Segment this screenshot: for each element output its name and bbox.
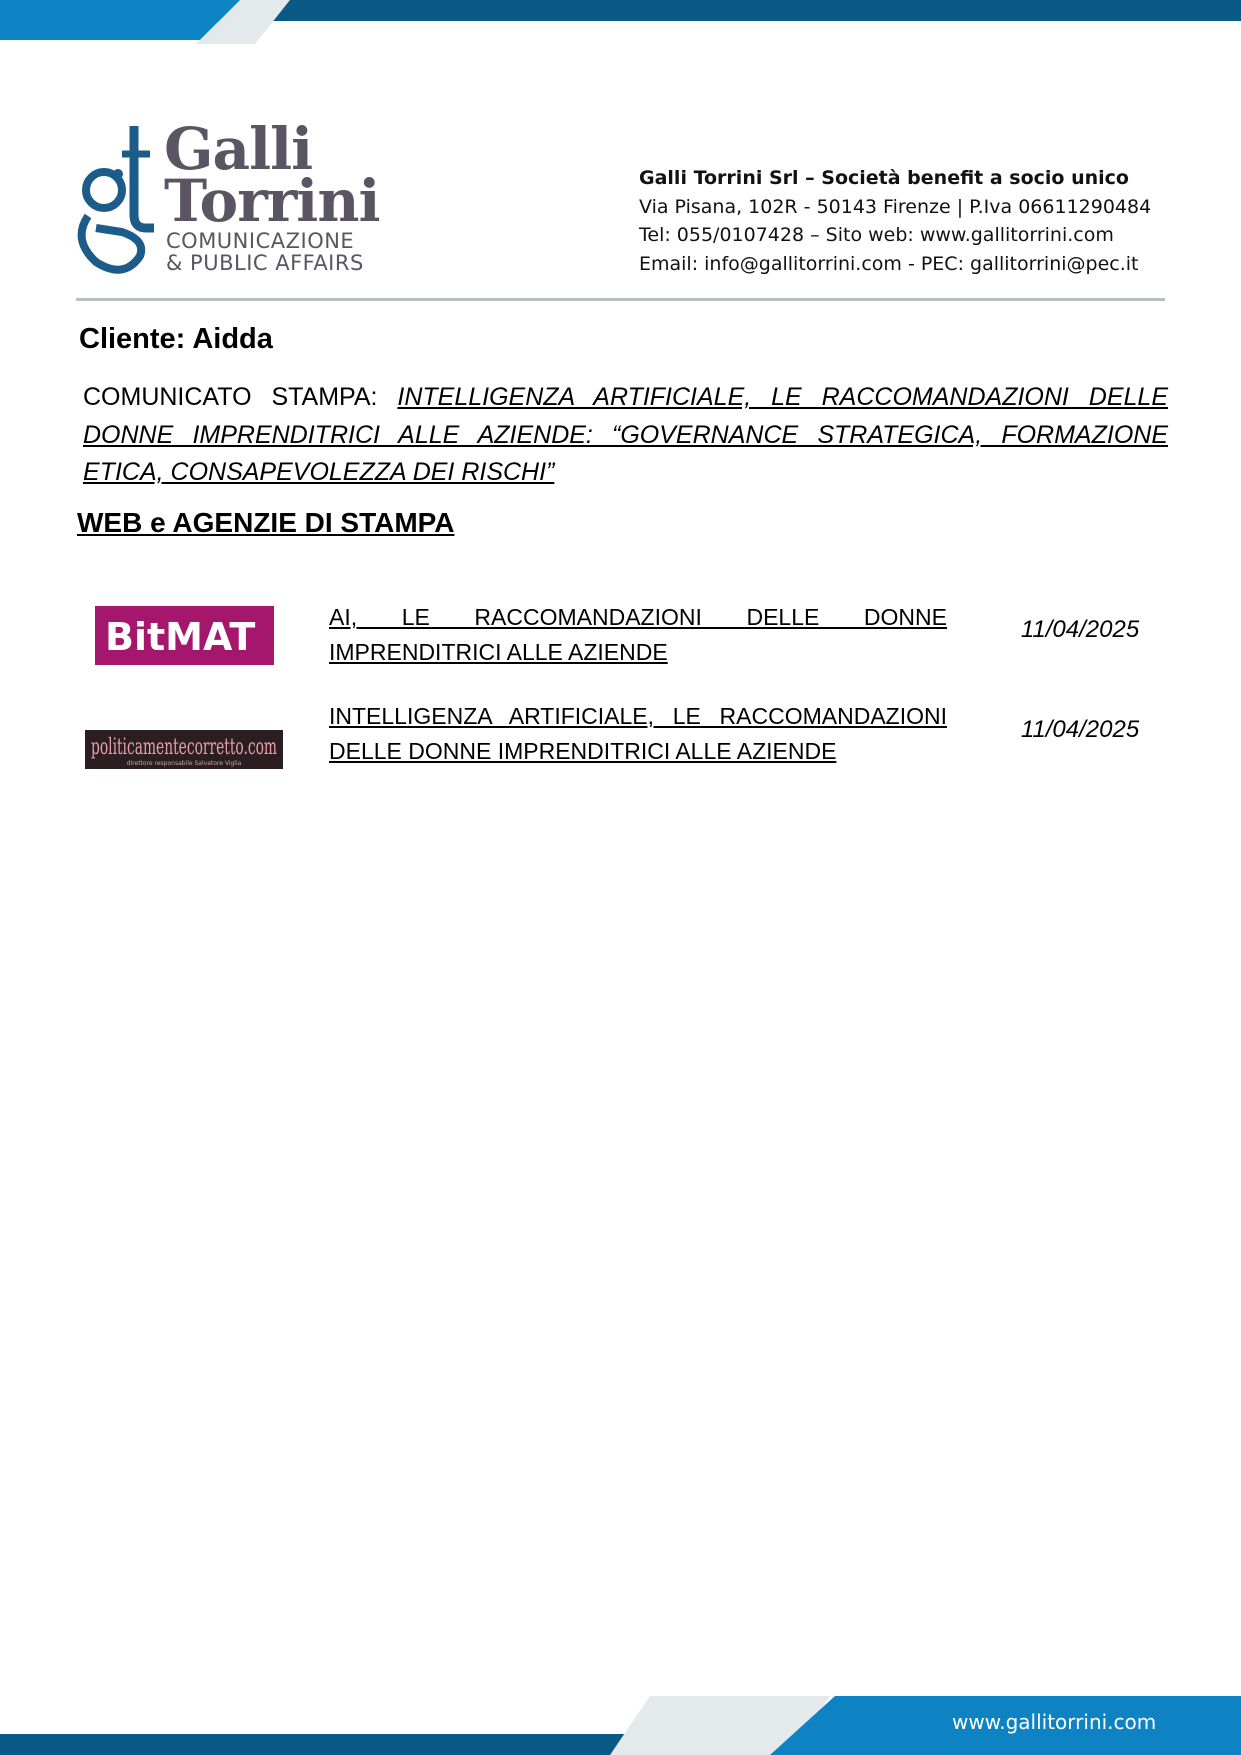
politicamentecorretto-logo-image <box>85 730 283 769</box>
company-contacts: Tel: 055/0107428 – Sito web: www.gallitorrini.com <box>639 224 1114 246</box>
logo-name-torrini: Torrini <box>164 167 380 235</box>
press-release-title[interactable]: INTELLIGENZA ARTIFICIALE, LE RACCOMANDAZIONI DELLE DONNE IMPRENDITRICI ALLE AZIENDE: “GOVERNANCE STRATEGICA, FORMAZIONE ETICA, CONSAPEVOLEZZA DEI RISCHI” <box>83 383 1168 486</box>
bitmat-logo-text: BitMAT <box>105 615 256 659</box>
client-heading: Cliente: Aidda <box>79 323 273 355</box>
footer-website-link[interactable]: www.gallitorrini.com <box>952 1710 1157 1734</box>
date-1: 11/04/2025 <box>1020 616 1140 643</box>
logo-subtitle-1: COMUNICAZIONE <box>166 229 355 253</box>
date-2: 11/04/2025 <box>1020 716 1140 743</box>
logo-subtitle-2: & PUBLIC AFFAIRS <box>166 251 364 275</box>
headline-link-2[interactable]: INTELLIGENZA ARTIFICIALE, LE RACCOMANDAZIONI DELLE DONNE IMPRENDITRICI ALLE AZIENDE <box>329 703 947 764</box>
politicamentecorretto-logo <box>85 730 283 769</box>
logo-name-galli: Galli <box>164 115 313 183</box>
company-logo <box>74 115 394 280</box>
section-title: WEB e AGENZIE DI STAMPA <box>77 507 455 538</box>
bitmat-logo <box>95 606 274 665</box>
top-decorative-band <box>0 0 1241 44</box>
company-address: Via Pisana, 102R - 50143 Firenze | P.Iva 06611290484 <box>639 195 1152 218</box>
company-name: Galli Torrini Srl – Società benefit a socio unico <box>639 167 1129 189</box>
politicamentecorretto-logo-text: politicamentecorretto.com <box>91 735 278 760</box>
company-email: Email: info@gallitorrini.com - PEC: gallitorrini@pec.it <box>639 252 1139 275</box>
company-info <box>639 164 1199 278</box>
header-divider <box>76 298 1165 301</box>
bitmat-logo-image <box>95 606 274 665</box>
headline-link-1[interactable]: AI, LE RACCOMANDAZIONI DELLE DONNE IMPRENDITRICI ALLE AZIENDE <box>329 604 947 665</box>
politicamentecorretto-logo-subtext: direttore responsabile Salvatore Viglia <box>126 760 242 767</box>
press-release <box>83 379 1168 492</box>
press-release-label: COMUNICATO STAMPA: <box>83 383 398 411</box>
